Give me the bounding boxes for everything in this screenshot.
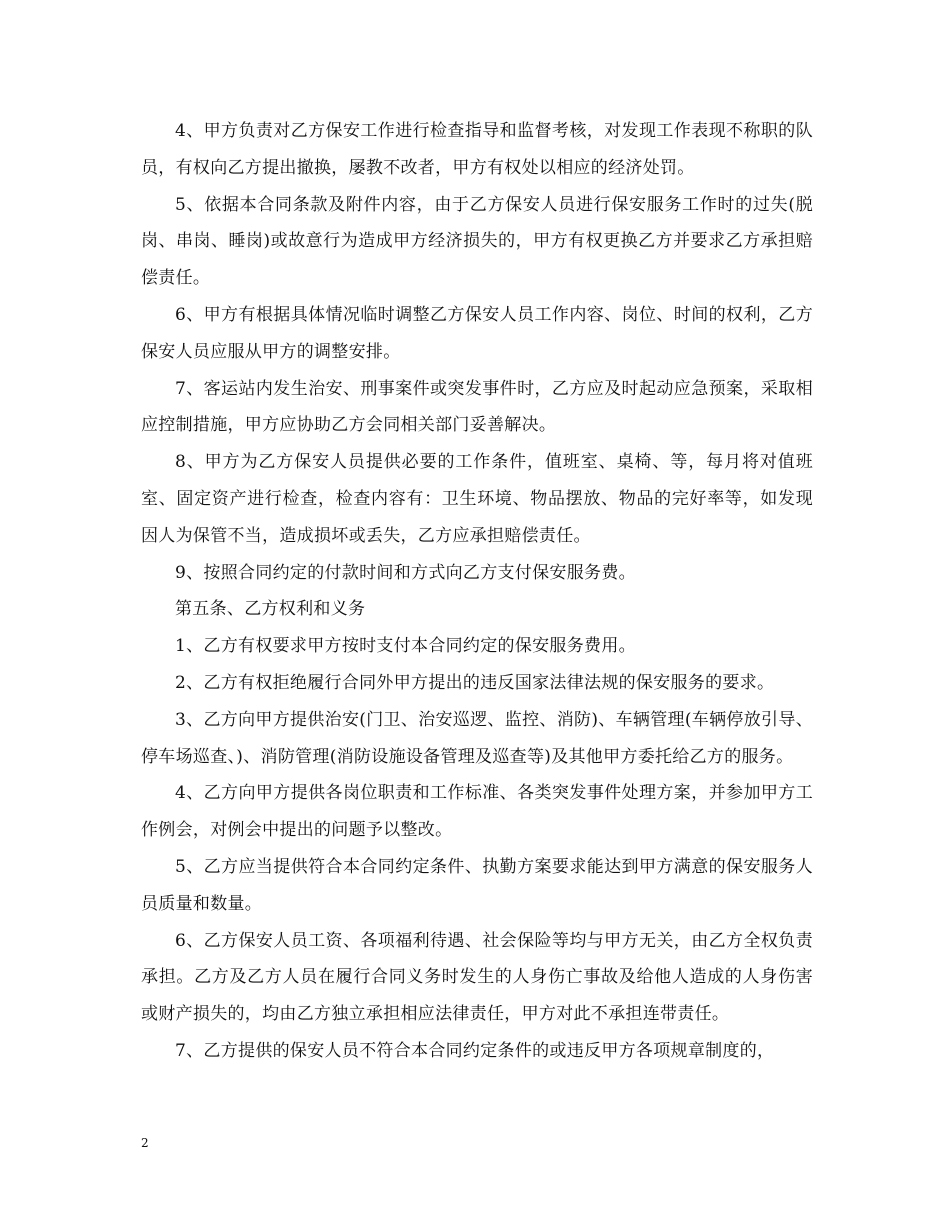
paragraph: 6、乙方保安人员工资、各项福利待遇、社会保险等均与甲方无关，由乙方全权负责承担。乙方及乙方人员在履行合同义务时发生的人身伤亡事故及给他人造成的人身伤害或财产损失的，均由乙方独立承担相应法律责任，甲方对此不承担连带责任。: [141, 930, 813, 1025]
paragraph: 7、客运站内发生治安、刑事案件或突发事件时，乙方应及时起动应急预案，采取相应控制措施，甲方应协助乙方会同相关部门妥善解决。: [141, 378, 813, 436]
paragraph: 2、乙方有权拒绝履行合同外甲方提出的违反国家法律法规的保安服务的要求。: [175, 672, 775, 693]
section-heading: 第五条、乙方权利和义务: [175, 599, 366, 620]
paragraph: 7、乙方提供的保安人员不符合本合同约定条件的或违反甲方各项规章制度的，: [175, 1040, 775, 1061]
paragraph: 5、乙方应当提供符合本合同约定条件、执勤方案要求能达到甲方满意的保安服务人员质量和数量。: [141, 856, 813, 914]
paragraph: 8、甲方为乙方保安人员提供必要的工作条件，值班室、桌椅、等，每月将对值班室、固定资产进行检查，检查内容有：卫生环境、物品摆放、物品的完好率等，如发现因人为保管不当，造成损坏或丢失，乙方应承担赔偿责任。: [141, 452, 813, 546]
paragraph: 9、按照合同约定的付款时间和方式向乙方支付保安服务费。: [175, 562, 636, 583]
paragraph: 5、依据本合同条款及附件内容，由于乙方保安人员进行保安服务工作时的过失(脱岗、串岗、睡岗)或故意行为造成甲方经济损失的，甲方有权更换乙方并要求乙方承担赔偿责任。: [141, 194, 813, 289]
paragraph: 6、甲方有根据具体情况临时调整乙方保安人员工作内容、岗位、时间的权利，乙方保安人员应服从甲方的调整安排。: [141, 304, 813, 362]
paragraph: 1、乙方有权要求甲方按时支付本合同约定的保安服务费用。: [175, 636, 636, 657]
page-number: 2: [141, 1136, 149, 1150]
document-body: [141, 113, 813, 1070]
paragraph: 3、乙方向甲方提供治安(门卫、治安巡逻、监控、消防)、车辆管理(车辆停放引导、停车场巡查、)、消防管理(消防设施设备管理及巡查等)及其他甲方委托给乙方的服务。: [141, 709, 813, 767]
paragraph: 4、乙方向甲方提供各岗位职责和工作标准、各类突发事件处理方案，并参加甲方工作例会，对例会中提出的问题予以整改。: [141, 783, 813, 841]
paragraph: 4、甲方负责对乙方保安工作进行检查指导和监督考核，对发现工作表现不称职的队员，有权向乙方提出撤换，屡教不改者，甲方有权处以相应的经济处罚。: [141, 121, 813, 178]
